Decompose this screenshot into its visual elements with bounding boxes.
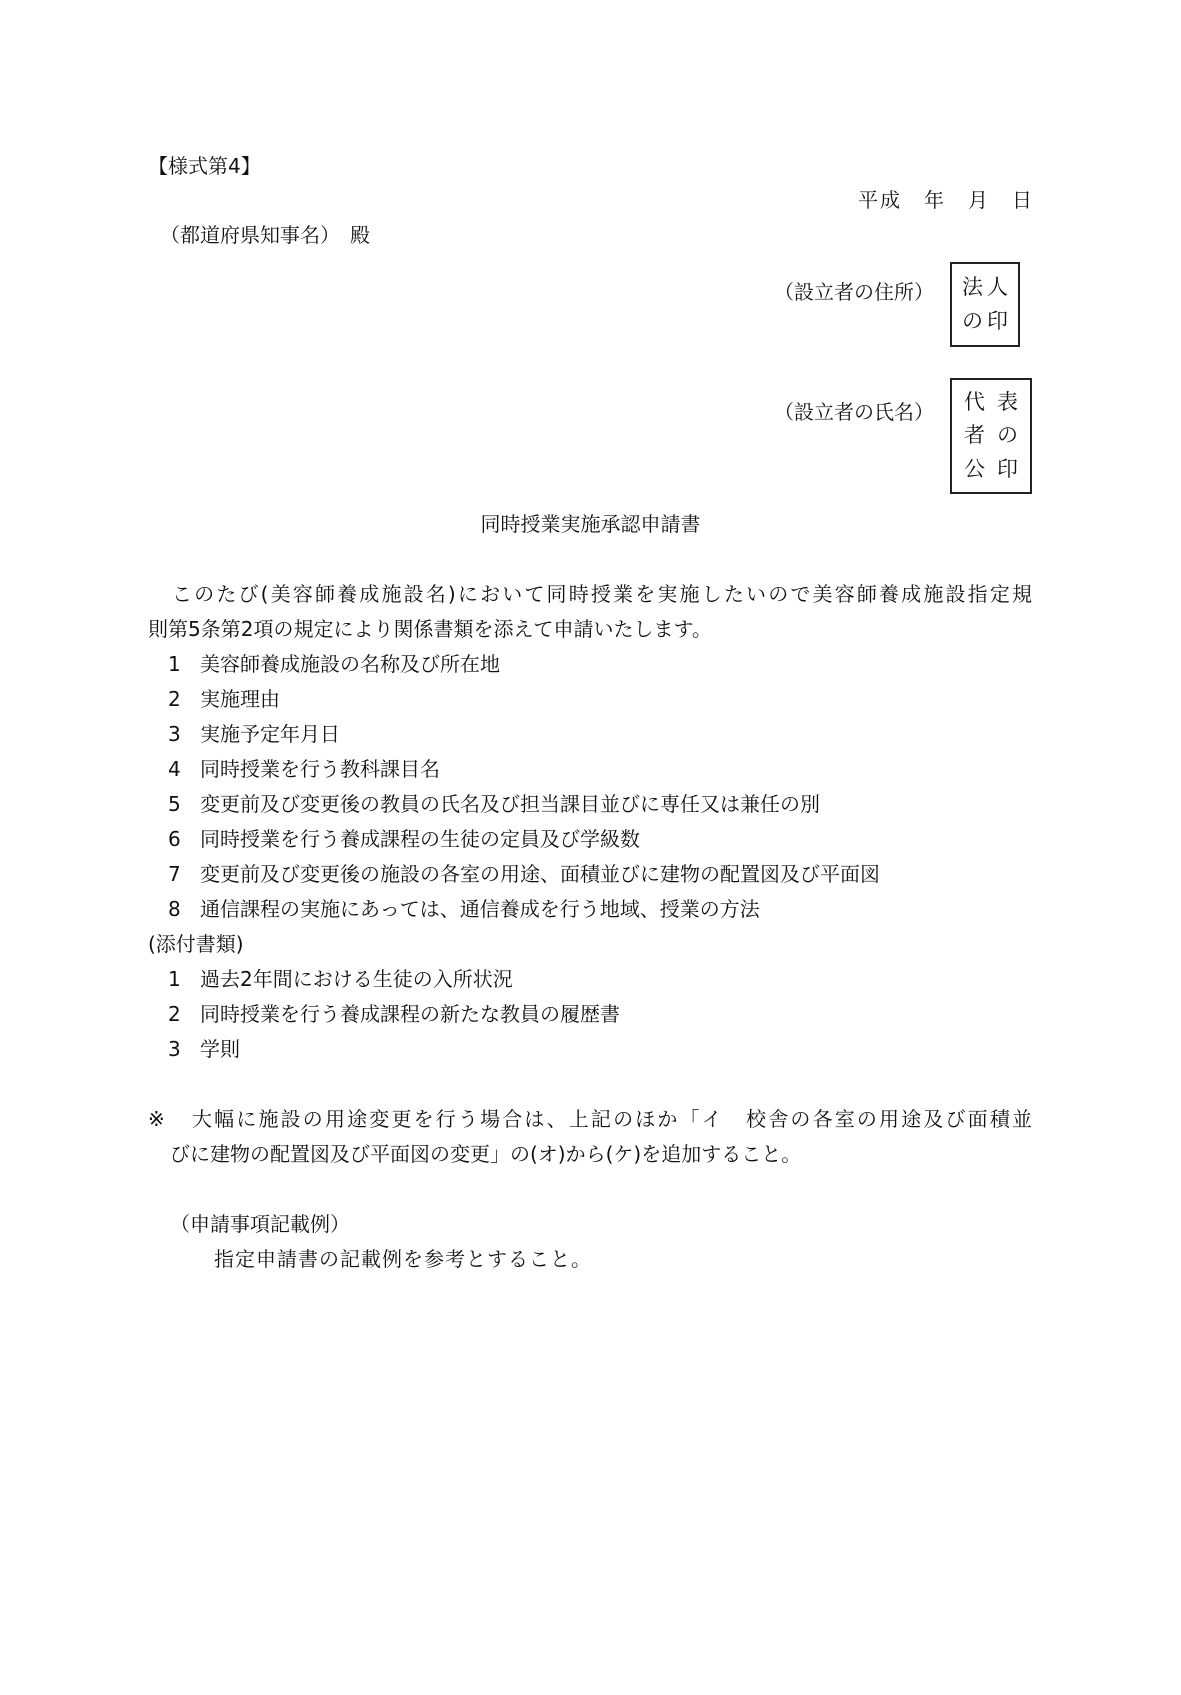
body-line-1: このたび(美容師養成施設名)において同時授業を実施したいので美容師養成施設指定規 <box>172 582 1032 606</box>
example-heading: （申請事項記載例） <box>170 1212 350 1236</box>
date-line: 平成 年 月 日 <box>858 188 1034 212</box>
seal-char: 者 <box>964 423 985 448</box>
attachment-item: 1 過去2年間における生徒の入所状況 <box>168 967 513 991</box>
applicant-address-label: （設立者の住所） <box>774 280 934 304</box>
seal-char: の <box>962 309 983 334</box>
representative-seal-box <box>950 378 1032 494</box>
list-item: 5 変更前及び変更後の教員の氏名及び担当課目並びに専任又は兼任の別 <box>168 792 820 816</box>
list-item: 2 実施理由 <box>168 687 280 711</box>
attachment-item: 3 学則 <box>168 1037 240 1061</box>
list-item: 3 実施予定年月日 <box>168 722 340 746</box>
seal-char: 印 <box>987 309 1008 334</box>
list-item: 1 美容師養成施設の名称及び所在地 <box>168 652 500 676</box>
note-line-2: びに建物の配置図及び平面図の変更」の(オ)から(ケ)を追加すること。 <box>170 1142 802 1166</box>
list-item: 4 同時授業を行う教科課目名 <box>168 757 440 781</box>
note-mark: ※ <box>148 1107 165 1131</box>
list-item: 6 同時授業を行う養成課程の生徒の定員及び学級数 <box>168 827 640 851</box>
seal-char: 人 <box>987 274 1008 299</box>
example-text: 指定申請書の記載例を参考とすること。 <box>214 1247 592 1271</box>
addressee: （都道府県知事名） 殿 <box>160 223 370 247</box>
applicant-name-label: （設立者の氏名） <box>774 400 934 424</box>
seal-char: の <box>997 423 1018 448</box>
corporate-seal-box <box>950 262 1020 347</box>
body-line-2: 則第5条第2項の規定により関係書類を添えて申請いたします。 <box>148 617 712 641</box>
attachment-item: 2 同時授業を行う養成課程の新たな教員の履歴書 <box>168 1002 620 1026</box>
list-item: 8 通信課程の実施にあっては、通信養成を行う地域、授業の方法 <box>168 897 760 921</box>
form-number-label: 【様式第4】 <box>148 154 261 178</box>
seal-char: 印 <box>997 456 1018 481</box>
seal-char: 代 <box>964 390 985 415</box>
document-title: 同時授業実施承認申請書 <box>480 512 701 536</box>
seal-char: 法 <box>962 274 983 299</box>
seal-char: 表 <box>997 390 1018 415</box>
seal-char: 公 <box>964 456 985 481</box>
note-line-1: 大幅に施設の用途変更を行う場合は、上記のほか「イ 校舎の各室の用途及び面積並 <box>192 1107 1032 1131</box>
attachments-heading: (添付書類) <box>148 932 244 956</box>
list-item: 7 変更前及び変更後の施設の各室の用途、面積並びに建物の配置図及び平面図 <box>168 862 880 886</box>
